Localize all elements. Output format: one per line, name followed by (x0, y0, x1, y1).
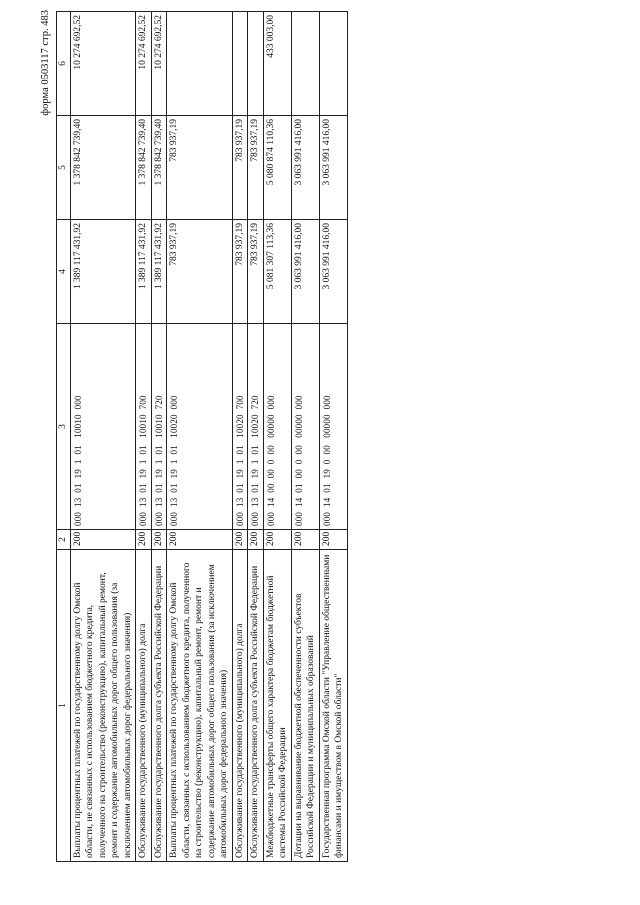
row-unexecuted (319, 12, 347, 116)
table-row (70, 12, 136, 862)
rotated-sheet (40, 0, 640, 865)
row-approved: 3 063 991 416,00 (319, 220, 347, 324)
row-name: Обслуживание государственного долга субъекта Российской Федерации (151, 550, 167, 862)
table-row (263, 12, 291, 862)
row-line-code: 200 (70, 530, 136, 550)
header-col-1: 1 (57, 550, 71, 862)
row-name: Обслуживание государственного (муниципального) долга (136, 550, 152, 862)
row-executed: 1 378 842 739,40 (70, 116, 136, 220)
row-unexecuted (291, 12, 319, 116)
row-classifier-code: 000 14 00 00 0 00 00000 000 (263, 324, 291, 530)
row-line-code: 200 (291, 530, 319, 550)
header-col-2: 2 (57, 530, 71, 550)
row-line-code: 200 (232, 530, 248, 550)
row-approved: 783 937,19 (232, 220, 248, 324)
row-executed: 783 937,19 (167, 116, 233, 220)
row-classifier-code: 000 14 01 00 0 00 00000 000 (291, 324, 319, 530)
row-approved: 783 937,19 (248, 220, 264, 324)
row-unexecuted: 10 274 692,52 (151, 12, 167, 116)
form-reference: форма 0503117 стр. 483 (40, 10, 51, 116)
header-col-5: 5 (57, 116, 71, 220)
header-col-3: 3 (57, 324, 71, 530)
row-unexecuted (248, 12, 264, 116)
budget-table (56, 11, 348, 862)
row-classifier-code: 000 13 01 19 1 01 10020 720 (248, 324, 264, 530)
row-unexecuted (167, 12, 233, 116)
row-approved: 5 081 307 113,36 (263, 220, 291, 324)
table-row (319, 12, 347, 862)
row-classifier-code: 000 13 01 19 1 01 10010 720 (151, 324, 167, 530)
row-classifier-code: 000 13 01 19 1 01 10020 000 (167, 324, 233, 530)
table-row (232, 12, 248, 862)
row-executed: 3 063 991 416,00 (319, 116, 347, 220)
row-name: Межбюджетные трансферты общего характера бюджетам бюджетной системы Российской Федерации (263, 550, 291, 862)
row-executed: 3 063 991 416,00 (291, 116, 319, 220)
table-row (291, 12, 319, 862)
row-classifier-code: 000 13 01 19 1 01 10010 000 (70, 324, 136, 530)
row-approved: 1 389 117 431,92 (151, 220, 167, 324)
row-classifier-code: 000 13 01 19 1 01 10020 700 (232, 324, 248, 530)
row-executed: 5 080 874 110,36 (263, 116, 291, 220)
row-approved: 3 063 991 416,00 (291, 220, 319, 324)
row-classifier-code: 000 13 01 19 1 01 10010 700 (136, 324, 152, 530)
row-executed: 783 937,19 (248, 116, 264, 220)
row-approved: 1 389 117 431,92 (70, 220, 136, 324)
row-name: Выплаты процентных платежей по государственному долгу Омской области, связанных с использованием бюджетного кредита, полученного на строительство (реконструкцию), капитальный ремонт, ремонт и содержание автомобильных дорог общего пользования (за исключением автомобильных дорог федерального значения) (167, 550, 233, 862)
row-executed: 1 378 842 739,40 (136, 116, 152, 220)
row-name: Государственная программа Омской области "Управление общественными финансами и имуществом в Омской области" (319, 550, 347, 862)
row-name: Обслуживание государственного (муниципального) долга (232, 550, 248, 862)
row-approved: 783 937,19 (167, 220, 233, 324)
row-unexecuted: 433 003,00 (263, 12, 291, 116)
row-unexecuted (232, 12, 248, 116)
header-col-6: 6 (57, 12, 71, 116)
row-unexecuted: 10 274 692,52 (136, 12, 152, 116)
row-line-code: 200 (319, 530, 347, 550)
row-executed: 1 378 842 739,40 (151, 116, 167, 220)
row-name: Обслуживание государственного долга субъекта Российской Федерации (248, 550, 264, 862)
table-row (136, 12, 152, 862)
row-line-code: 200 (136, 530, 152, 550)
table-row (248, 12, 264, 862)
table-header (57, 12, 71, 862)
table-body (70, 12, 347, 862)
row-unexecuted: 10 274 692,52 (70, 12, 136, 116)
table-row (167, 12, 233, 862)
row-name: Выплаты процентных платежей по государственному долгу Омской области, не связанных с использованием бюджетного кредита, полученного на строительство (реконструкцию), капитальный ремонт, ремонт и содержание автомобильных дорог общего пользования (за исключением автомобильных дорог федерального значения) (70, 550, 136, 862)
row-approved: 1 389 117 431,92 (136, 220, 152, 324)
header-col-4: 4 (57, 220, 71, 324)
row-line-code: 200 (151, 530, 167, 550)
row-line-code: 200 (167, 530, 233, 550)
row-executed: 783 937,19 (232, 116, 248, 220)
row-line-code: 200 (263, 530, 291, 550)
row-name: Дотации на выравнивание бюджетной обеспеченности субъектов Российской Федерации и муниципальных образований (291, 550, 319, 862)
header-row (57, 12, 71, 862)
row-line-code: 200 (248, 530, 264, 550)
table-row (151, 12, 167, 862)
row-classifier-code: 000 14 01 19 0 00 00000 000 (319, 324, 347, 530)
